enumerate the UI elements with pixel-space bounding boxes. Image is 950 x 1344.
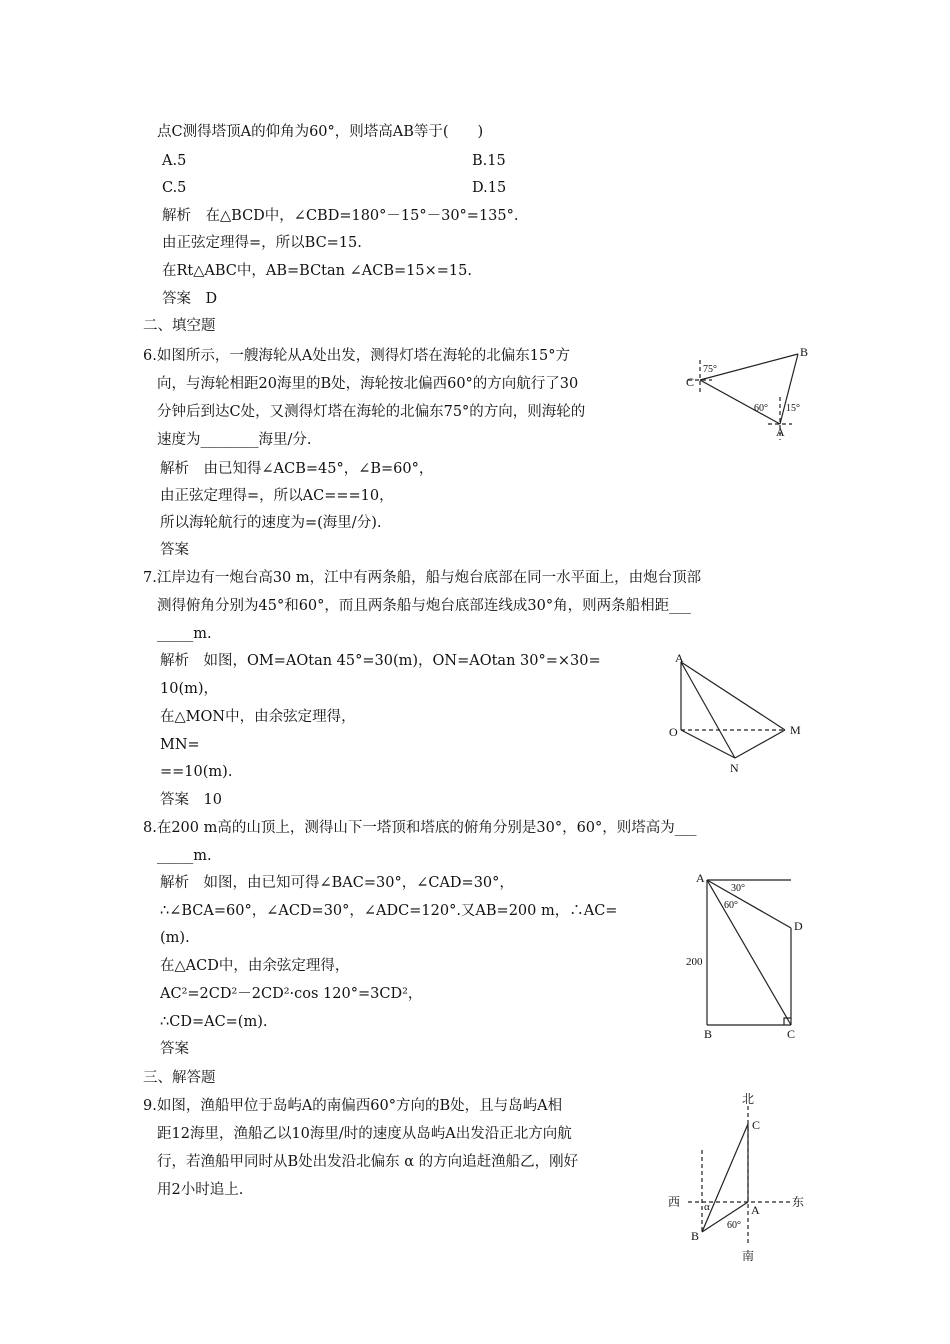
q9-angle-alpha: α <box>704 1201 710 1213</box>
q7-line-2: 测得俯角分别为45°和60°，而且两条船与炮台底部连线成30°角，则两条船相距___ <box>157 598 691 614</box>
q6-analysis-3: 所以海轮航行的速度为=(海里/分). <box>160 515 382 531</box>
q6-label-b: B <box>800 345 809 359</box>
q6-line-4: 速度为________海里/分. <box>157 432 312 448</box>
q6-analysis-2: 由正弦定理得=，所以AC===10， <box>160 488 394 504</box>
q7-label-n: N <box>730 761 739 775</box>
q6-line-1: 6.如图所示，一艘海轮从A处出发，测得灯塔在海轮的北偏东15°方 <box>143 348 571 364</box>
q7-label-m: M <box>790 723 801 737</box>
section-heading-fill: 二、填空题 <box>143 318 216 334</box>
q5-option-a: A.5 <box>162 153 187 169</box>
q9-line-4: 用2小时追上. <box>157 1182 244 1198</box>
q7-analysis-2: 10(m)， <box>160 681 219 697</box>
q8-analysis-2: ∴∠BCA=60°，∠ACD=30°，∠ADC=120°.又AB=200 m，∴AC= <box>160 903 618 919</box>
q7-analysis-4: MN= <box>160 737 200 753</box>
q5-analysis-1: 解析 在△BCD中，∠CBD=180°－15°－30°=135°. <box>162 208 519 224</box>
q8-line-1: 8.在200 m高的山顶上，测得山下一塔顶和塔底的俯角分别是30°，60°，则塔高为___ <box>143 820 697 836</box>
q7-analysis-1: 解析 如图，OM=AOtan 45°=30(m)，ON=AOtan 30°=×30= <box>160 653 601 669</box>
q8-analysis-1: 解析 如图，由已知可得∠BAC=30°，∠CAD=30°， <box>160 875 514 891</box>
q8-analysis-6: ∴CD=AC=(m). <box>160 1014 268 1030</box>
q9-line-1: 9.如图，渔船甲位于岛屿A的南偏西60°方向的B处，且与岛屿A相 <box>143 1098 563 1114</box>
q8-label-d: D <box>794 919 803 933</box>
north-label: 北 <box>742 1092 755 1106</box>
q9-label-b: B <box>691 1229 700 1243</box>
q9-line-3: 行，若渔船甲同时从B处出发沿北偏东 α 的方向追赶渔船乙，刚好 <box>157 1154 579 1170</box>
q6-label-a: A <box>776 425 785 439</box>
q7-line-3: _____m. <box>157 626 212 642</box>
q6-label-c: C <box>686 375 695 389</box>
q9-label-c: C <box>752 1118 761 1132</box>
q9-line-2: 距12海里，渔船乙以10海里/时的速度从岛屿A出发沿正北方向航 <box>157 1126 572 1142</box>
q5-stem-end: 点C测得塔顶A的仰角为60°，则塔高AB等于( ) <box>157 124 484 140</box>
q9-angle-60: 60° <box>727 1220 741 1231</box>
q7-label-a: A <box>675 651 684 665</box>
q5-analysis-2: 由正弦定理得=，所以BC=15. <box>162 235 362 251</box>
q8-analysis-3: (m). <box>160 930 190 946</box>
q9-label-a: A <box>751 1203 760 1217</box>
q6-angle-15: 15° <box>786 403 800 414</box>
q5-option-c: C.5 <box>162 180 187 196</box>
q6-line-2: 向，与海轮相距20海里的B处，海轮按北偏西60°的方向航行了30 <box>157 376 579 392</box>
q6-angle-75: 75° <box>703 364 717 375</box>
q8-figure <box>683 870 803 1040</box>
q7-line-1: 7.江岸边有一炮台高30 m，江中有两条船，船与炮台底部在同一水平面上，由炮台顶部 <box>143 570 702 586</box>
q7-label-o: O <box>669 725 678 739</box>
west-label: 西 <box>668 1195 681 1209</box>
q7-figure <box>665 648 810 776</box>
q8-label-a: A <box>696 871 705 885</box>
q8-line-2: _____m. <box>157 848 212 864</box>
q7-analysis-3: 在△MON中，由余弦定理得， <box>160 709 356 725</box>
q8-answer: 答案 <box>160 1041 189 1057</box>
q6-figure <box>680 342 810 442</box>
q5-answer: 答案 D <box>162 291 218 307</box>
q5-option-d: D.15 <box>472 180 507 196</box>
q6-line-3: 分钟后到达C处，又测得灯塔在海轮的北偏东75°的方向，则海轮的 <box>157 404 586 420</box>
q8-label-c: C <box>787 1027 796 1040</box>
q6-angle-60: 60° <box>754 403 768 414</box>
q5-analysis-3: 在Rt△ABC中，AB=BCtan ∠ACB=15×=15. <box>162 263 472 279</box>
q9-figure <box>660 1090 810 1265</box>
q7-answer: 答案 10 <box>160 792 222 808</box>
east-label: 东 <box>792 1195 805 1209</box>
south-label: 南 <box>742 1249 755 1263</box>
q8-height-label: 200 <box>686 956 703 968</box>
section-heading-solve: 三、解答题 <box>143 1070 216 1086</box>
q7-analysis-5: ==10(m). <box>160 764 233 780</box>
q5-option-b: B.15 <box>472 153 506 169</box>
q8-analysis-4: 在△ACD中，由余弦定理得， <box>160 958 350 974</box>
q8-analysis-5: AC²=2CD²－2CD²·cos 120°=3CD²， <box>160 986 423 1002</box>
q6-answer: 答案 <box>160 542 189 558</box>
q6-analysis-1: 解析 由已知得∠ACB=45°，∠B=60°， <box>160 461 434 477</box>
q8-label-b: B <box>704 1027 713 1040</box>
q8-angle-30: 30° <box>731 883 745 894</box>
q8-angle-60: 60° <box>724 900 738 911</box>
